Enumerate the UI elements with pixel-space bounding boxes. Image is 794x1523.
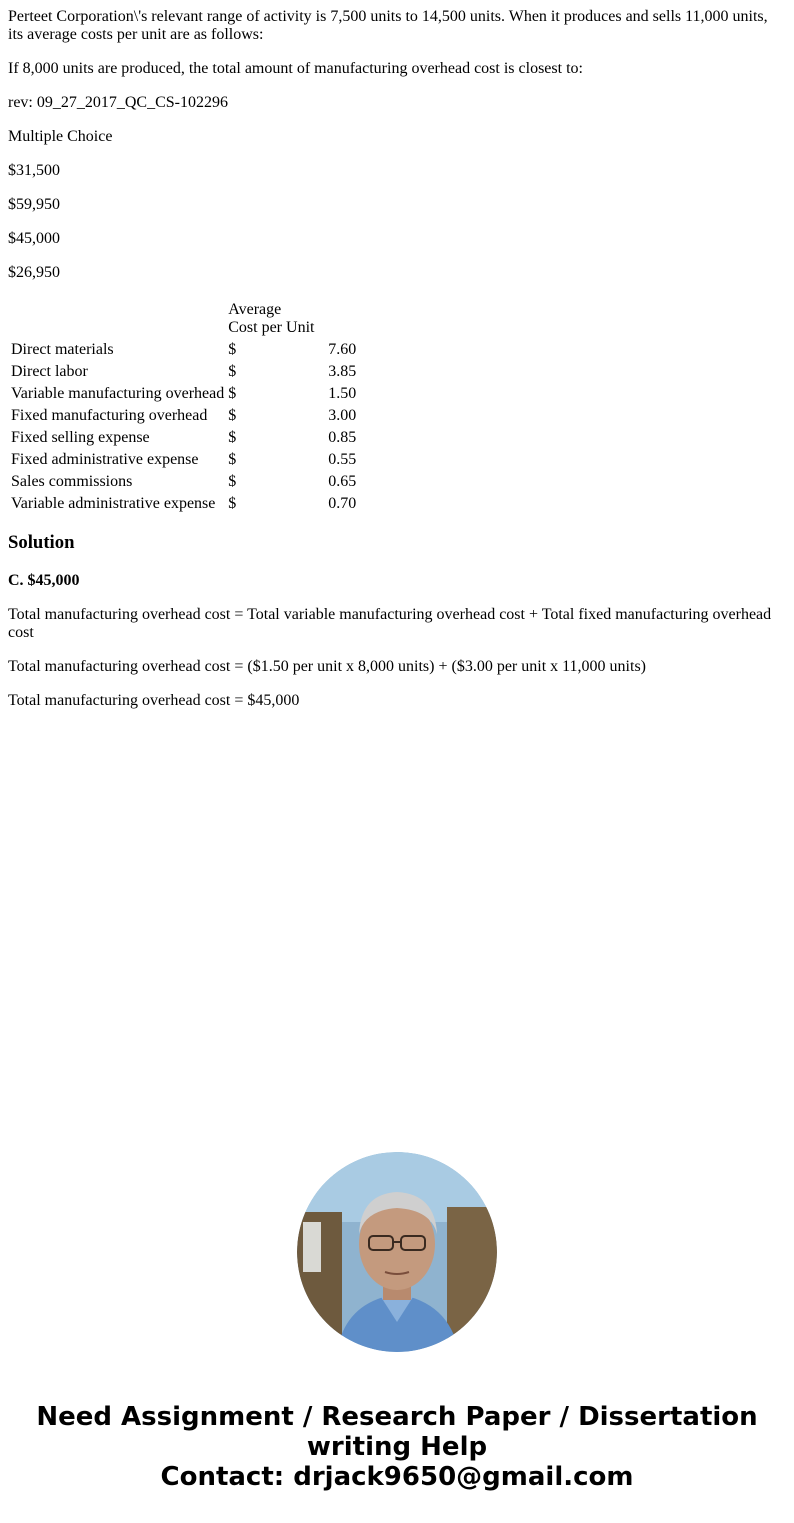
revision-code: rev: 09_27_2017_QC_CS-102296 [8,94,228,111]
table-row [10,384,357,404]
row-currency: $ [228,429,237,446]
table-row [10,494,357,514]
row-currency: $ [228,495,237,512]
solution-line-3: Total manufacturing overhead cost = $45,000 [8,692,300,709]
document-body [0,0,794,710]
row-label: Direct labor [11,363,88,380]
solution-heading: Solution [8,532,75,553]
cost-table-header-cell [227,300,357,338]
question-type: Multiple Choice [8,128,113,145]
choice-b: $59,950 [8,196,60,213]
row-currency: $ [228,341,237,358]
row-value: 0.55 [328,451,357,468]
question-intro: Perteet Corporation\'s relevant range of activity is 7,500 units to 14,500 units. When it produces and sells 11,000 units, its average costs per unit are as follows: [8,8,768,43]
row-label: Fixed administrative expense [11,451,199,468]
row-value: 1.50 [328,385,357,402]
row-value: 7.60 [328,341,357,358]
author-photo [297,1152,497,1352]
table-row [10,362,357,382]
choice-a: $31,500 [8,162,60,179]
promo-line-1: Need Assignment / Research Paper / Dissertation [36,1402,758,1432]
promo-text [0,1402,794,1492]
row-currency: $ [228,385,237,402]
row-value: 3.85 [328,363,357,380]
question-prompt: If 8,000 units are produced, the total amount of manufacturing overhead cost is closest to: [8,60,583,77]
solution-line-1: Total manufacturing overhead cost = Total variable manufacturing overhead cost + Total fixed manufacturing overhead cost [8,606,772,641]
promo-line-2: writing Help [306,1432,488,1462]
row-label: Sales commissions [11,473,133,490]
row-label: Variable administrative expense [11,495,216,512]
row-label: Variable manufacturing overhead [11,385,225,402]
header-average: Average [228,301,282,318]
row-label: Fixed selling expense [11,429,150,446]
row-currency: $ [228,363,237,380]
cost-table-header [10,300,357,338]
solution-answer: C. $45,000 [8,572,80,589]
choice-d: $26,950 [8,264,60,281]
table-row [10,428,357,448]
table-row [10,450,357,470]
cost-table [8,298,359,516]
row-currency: $ [228,473,237,490]
table-row [10,340,357,360]
row-value: 0.65 [328,473,357,490]
header-cost-per-unit: Cost per Unit [228,319,315,336]
row-label: Fixed manufacturing overhead [11,407,208,424]
solution-line-2: Total manufacturing overhead cost = ($1.50 per unit x 8,000 units) + ($3.00 per unit x 11,000 units) [8,658,646,675]
promo-banner [0,1152,794,1492]
row-label: Direct materials [11,341,114,358]
promo-contact: Contact: drjack9650@gmail.com [160,1462,634,1492]
row-value: 0.85 [328,429,357,446]
row-value: 3.00 [328,407,357,424]
table-row [10,472,357,492]
table-row [10,406,357,426]
row-currency: $ [228,451,237,468]
choice-c: $45,000 [8,230,60,247]
row-value: 0.70 [328,495,357,512]
row-currency: $ [228,407,237,424]
